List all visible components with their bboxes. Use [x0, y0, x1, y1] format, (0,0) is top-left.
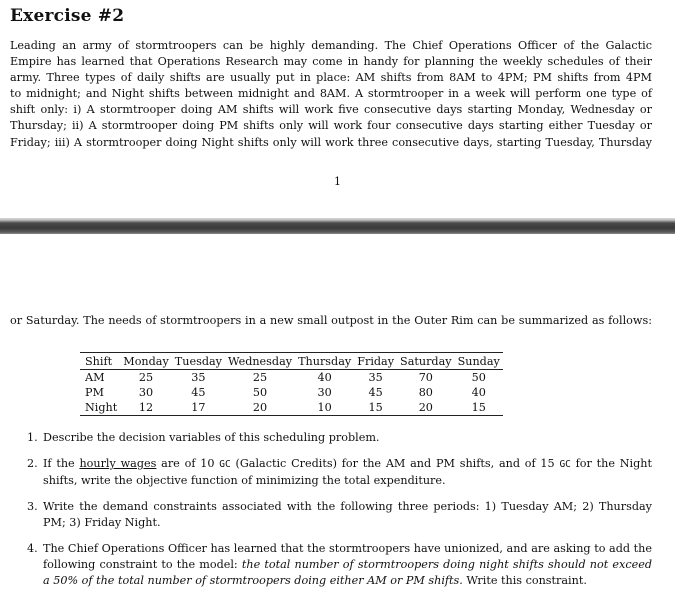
table-cell: 45: [191, 386, 206, 399]
table-cell: 20: [397, 400, 455, 416]
paragraph-line: Leading an army of stormtroopers can be highly demanding. The Chief Operations Officer of the Galactic: [10, 39, 652, 52]
column-header: Wednesday: [225, 353, 295, 370]
table-cell: Night: [80, 400, 120, 416]
currency-unit: GC: [559, 459, 571, 470]
question-text-fragment: The Chief Operations Officer has learned that the stormtroopers have unionized, and are asking to add the following constraint to the model:: [43, 542, 652, 571]
demand-table: [80, 352, 503, 416]
question-text-fragment: are of 10: [156, 457, 220, 470]
question-text: Describe the decision variables of this scheduling problem.: [43, 431, 380, 444]
question-item: [10, 430, 652, 446]
page-number: 1: [334, 175, 341, 188]
exercise-title: Exercise #2: [10, 6, 125, 26]
table-cell: 70: [418, 371, 433, 384]
table-cell: 30: [138, 386, 154, 399]
question-text-fragment: (Galactic Credits) for the AM and PM shifts, and of 15: [230, 457, 560, 470]
paragraph-line: Thursday; ii) A stormtrooper doing PM shifts only will work four consecutive days starting either Tuesday or: [10, 119, 652, 133]
question-text-fragment: for the Night shifts, write the objective function of minimizing the total expenditure.: [43, 457, 652, 487]
table-row: [80, 385, 503, 400]
table-cell: 50: [252, 386, 268, 399]
continuation-text: or Saturday. The needs of stormtroopers in a new small outpost in the Outer Rim can be summarized as follows:: [10, 314, 652, 327]
table-cell: 15: [455, 400, 503, 416]
table-cell: 30: [317, 386, 332, 399]
column-header: Sunday: [455, 353, 503, 370]
question-text: [43, 456, 652, 489]
table-cell: 40: [471, 386, 486, 399]
table-cell: PM: [85, 386, 104, 399]
question-number: 1.: [27, 431, 38, 444]
paragraph-line: army. Three types of daily shifts are usually put in place: AM shifts from 8AM to 4PM; PM shifts from 4PM: [10, 71, 652, 85]
paragraph-line: Friday; iii) A stormtrooper doing Night shifts only will work three consecutive days, starting Tuesday, Thursday: [10, 135, 652, 149]
paragraph-line: shift only: i) A stormtrooper doing AM shifts will work five consecutive days starting Monday, Wednesday or: [10, 103, 652, 117]
question-item: [10, 499, 652, 531]
table-cell: 25: [252, 371, 268, 384]
table-cell: 50: [471, 371, 486, 384]
paragraph-line: Empire has learned that Operations Research may come in handy for planning the weekly schedules of their: [10, 55, 652, 69]
page-1: [0, 0, 675, 218]
table-cell: 25: [138, 371, 154, 384]
question-text: [43, 541, 652, 589]
page-separator: [0, 218, 675, 234]
table-cell: 45: [368, 386, 383, 399]
italic-constraint: the total number of stormtroopers doing night shifts should not exceed a 50% of the total number of stormtroopers doing either AM or PM shifts.: [43, 558, 652, 587]
page-2: [0, 234, 675, 612]
table-cell: 17: [172, 400, 225, 416]
table-cell: 10: [295, 400, 354, 416]
table-cell: 40: [317, 371, 332, 384]
question-text: Write the demand constraints associated with the following three periods: 1) Tuesday AM; 2) Thursday PM; 3) Friday Night.: [43, 500, 652, 529]
question-number: 3.: [27, 500, 38, 513]
table-cell: AM: [85, 371, 105, 384]
column-header: Thursday: [295, 353, 354, 370]
column-header: Saturday: [397, 353, 455, 370]
column-header: Friday: [354, 353, 397, 370]
table-header-row: [80, 353, 503, 370]
question-item: [10, 456, 652, 489]
table-cell: 20: [225, 400, 295, 416]
table-cell: 80: [418, 386, 433, 399]
underlined-term: hourly wages: [79, 457, 157, 470]
table-row: [80, 370, 503, 386]
table-cell: 12: [120, 400, 172, 416]
question-text-fragment: Write this constraint.: [462, 574, 587, 587]
question-item: [10, 541, 652, 589]
column-header: Monday: [120, 353, 172, 370]
intro-paragraph: [10, 38, 652, 151]
column-header: Shift: [80, 353, 120, 370]
table-cell: 15: [354, 400, 397, 416]
table-row: [80, 400, 503, 416]
question-list: [10, 430, 652, 599]
question-text-fragment: If the: [43, 457, 80, 470]
currency-unit: GC: [219, 459, 231, 470]
table-cell: 35: [368, 371, 383, 384]
paragraph-line: to midnight; and Night shifts between midnight and 8AM. A stormtrooper in a week will perform one type of: [10, 87, 652, 101]
column-header: Tuesday: [172, 353, 225, 370]
question-number: 4.: [27, 542, 38, 555]
table-cell: 35: [191, 371, 206, 384]
question-number: 2.: [27, 457, 38, 470]
